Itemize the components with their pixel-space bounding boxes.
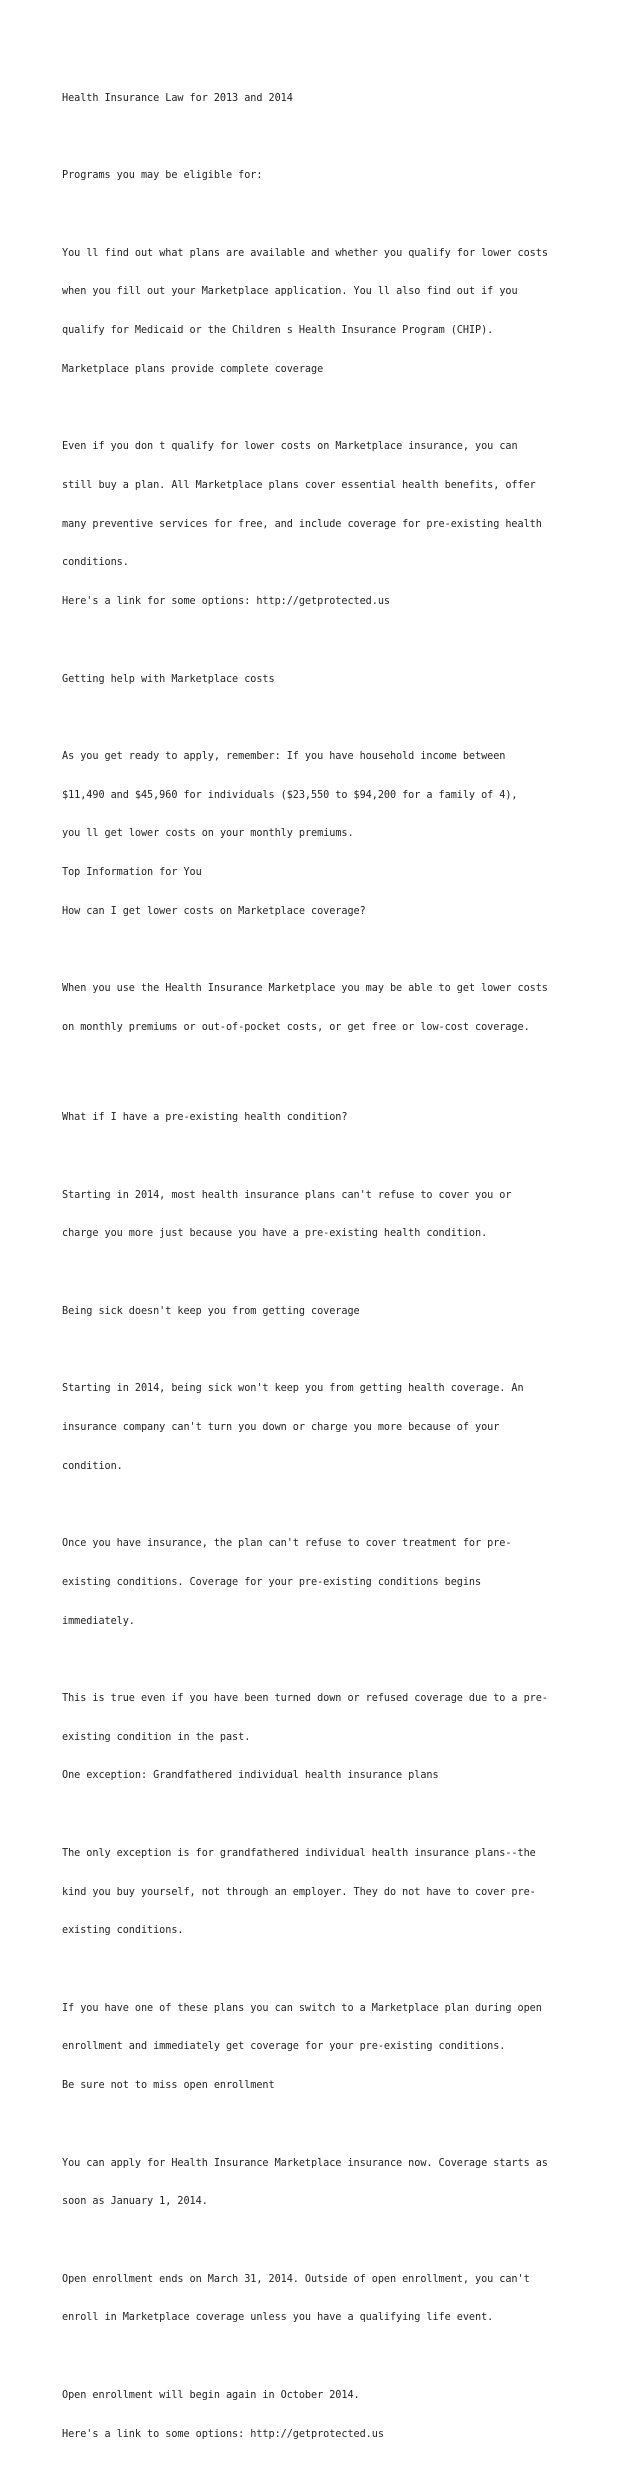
paragraph <box>62 1977 622 2119</box>
text-line: Here's a link for some options: http://getprotected.us <box>62 596 390 608</box>
text-line: Starting in 2014, most health insurance plans can't refuse to cover you or <box>62 1189 512 1201</box>
paragraph <box>62 415 622 634</box>
text-line: Even if you dont qualify for lower costs on Marketplace insurance, you can <box>62 441 518 453</box>
paragraph <box>62 2364 622 2467</box>
text-line: Starting in 2014, being sick won't keep you from getting health coverage. An <box>62 1383 524 1395</box>
text-line: The only exception is for grandfathered individual health insurance plans--the <box>62 1847 536 1859</box>
section-heading <box>62 1280 622 1345</box>
text-line: One exception: Grandfathered individual health insurance plans <box>62 1770 439 1782</box>
text-line: condition. <box>62 1460 123 1472</box>
text-line: insurance company can't turn you down or charge you more because of your <box>62 1421 500 1433</box>
text-line: Youll find out what plans are available and whether you qualify for lower costs <box>62 247 548 259</box>
paragraph <box>62 1357 622 1499</box>
document-title <box>62 67 622 132</box>
text-line: Getting help with Marketplace costs <box>62 673 275 685</box>
text-line: qualify for Medicaid or the Childrens Health Insurance Program (CHIP). <box>62 325 494 337</box>
paragraph <box>62 1822 622 1964</box>
paragraph <box>62 1512 622 1654</box>
text-line: What if I have a pre-existing health condition? <box>62 1112 348 1124</box>
text-line: Here's a link to some options: http://getprotected.us <box>62 2428 384 2440</box>
text-line: Programs you may be eligible for: <box>62 170 263 182</box>
text-line: This is true even if you have been turned down or refused coverage due to a pre- <box>62 1692 548 1704</box>
text-line: youll get lower costs on your monthly premiums. <box>62 828 354 840</box>
section-heading <box>62 1086 622 1151</box>
text-line: charge you more just because you have a pre-existing health condition. <box>62 1228 488 1240</box>
text-line: enroll in Marketplace coverage unless you have a qualifying life event. <box>62 2312 494 2324</box>
paragraph <box>62 725 622 944</box>
paragraph <box>62 1164 622 1267</box>
text-line: conditions. <box>62 557 129 569</box>
text-line: existing condition in the past. <box>62 1731 251 1743</box>
text-line: existing conditions. <box>62 1925 184 1937</box>
text-line: Being sick doesn't keep you from getting coverage <box>62 1305 360 1317</box>
section-heading <box>62 144 622 209</box>
paragraph <box>62 2132 622 2235</box>
paragraph <box>62 1667 622 1809</box>
text-line: kind you buy yourself, not through an employer. They do not have to cover pre- <box>62 1886 536 1898</box>
document-page <box>62 67 622 2480</box>
text-line: Top Information for You <box>62 867 202 879</box>
section-heading <box>62 648 622 713</box>
text-line: when you fill out your Marketplace application. Youll also find out if you <box>62 286 518 298</box>
text-line: $11,490 and $45,960 for individuals ($23,550 to $94,200 for a family of 4), <box>62 789 518 801</box>
text-line: still buy a plan. All Marketplace plans cover essential health benefits, offer <box>62 479 536 491</box>
text-line: soon as January 1, 2014. <box>62 2196 208 2208</box>
text-line: Once you have insurance, the plan can't refuse to cover treatment for pre- <box>62 1538 512 1550</box>
text-line: Health Insurance Law for 2013 and 2014 <box>62 92 293 104</box>
text-line: When you use the Health Insurance Marketplace you may be able to get lower costs <box>62 983 548 995</box>
text-line: Open enrollment ends on March 31, 2014. Outside of open enrollment, you can't <box>62 2273 530 2285</box>
paragraph <box>62 957 622 1060</box>
text-line: immediately. <box>62 1615 135 1627</box>
text-line: existing conditions. Coverage for your pre-existing conditions begins <box>62 1576 482 1588</box>
text-line: If you have one of these plans you can switch to a Marketplace plan during open <box>62 2002 542 2014</box>
text-line: Open enrollment will begin again in October 2014. <box>62 2389 360 2401</box>
paragraph <box>62 222 622 403</box>
text-line: many preventive services for free, and include coverage for pre-existing health <box>62 518 542 530</box>
text-line: You can apply for Health Insurance Marketplace insurance now. Coverage starts as <box>62 2157 548 2169</box>
text-line: enrollment and immediately get coverage for your pre-existing conditions. <box>62 2041 506 2053</box>
text-line: As you get ready to apply, remember: If you have household income between <box>62 750 506 762</box>
text-line: How can I get lower costs on Marketplace coverage? <box>62 905 366 917</box>
text-line: Be sure not to miss open enrollment <box>62 2080 275 2092</box>
text-line: Marketplace plans provide complete coverage <box>62 363 324 375</box>
text-line: on monthly premiums or out-of-pocket costs, or get free or low-cost coverage. <box>62 1021 530 1033</box>
paragraph <box>62 2248 622 2351</box>
spacer <box>62 1074 622 1087</box>
